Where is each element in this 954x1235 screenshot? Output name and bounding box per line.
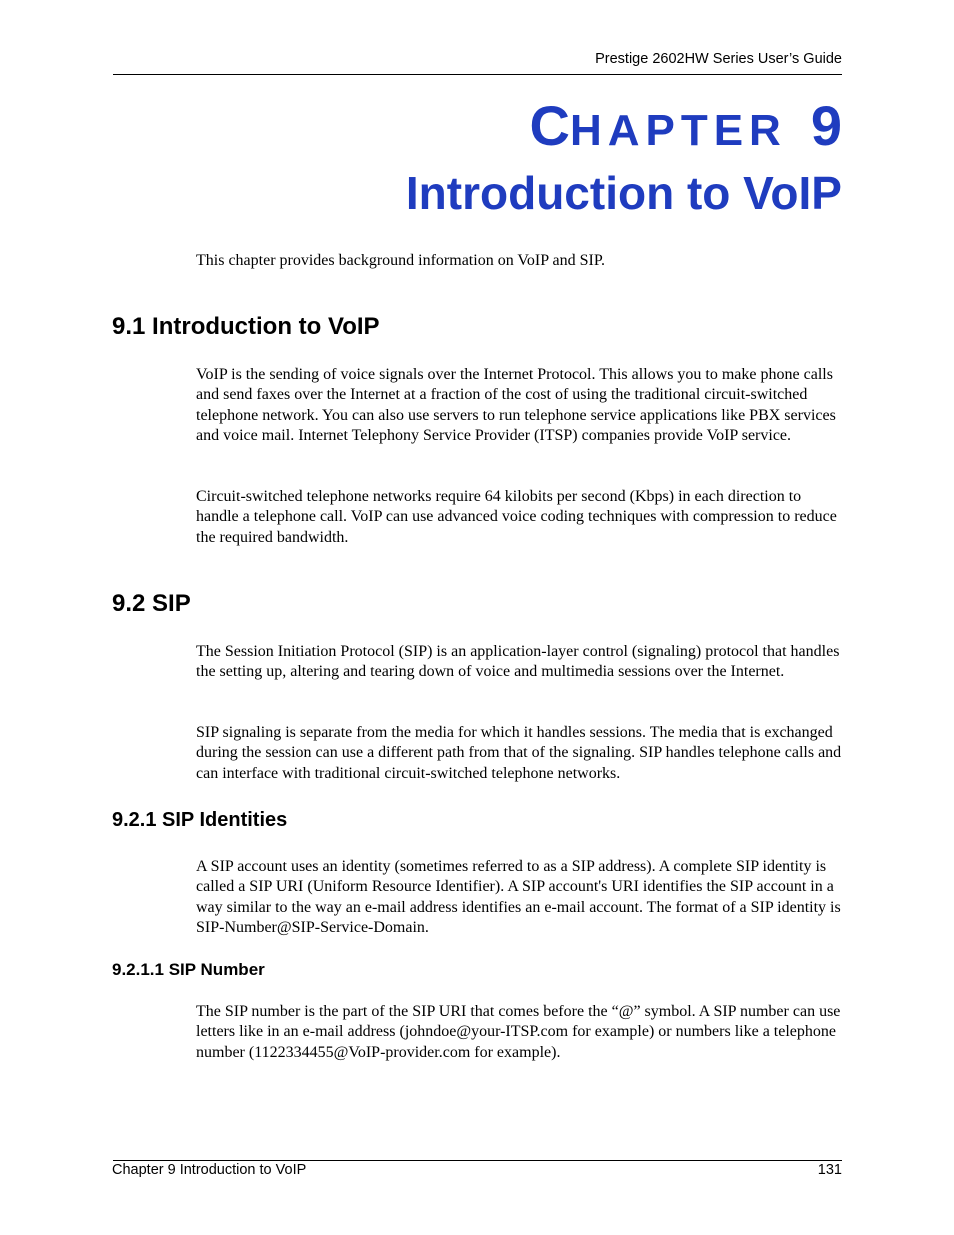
chapter-label-initial: C: [529, 94, 570, 157]
section-heading-9-1: 9.1 Introduction to VoIP: [112, 313, 380, 340]
page-number: 131: [817, 1162, 842, 1178]
section-heading-9-2-1-1: 9.2.1.1 SIP Number: [112, 960, 265, 979]
running-header: Prestige 2602HW Series User’s Guide: [595, 51, 842, 67]
chapter-label: [529, 94, 842, 157]
section-9-2-1-paragraph-1: A SIP account uses an identity (sometimes referred to as a SIP address). A complete SIP identity is called a SIP URI (Uniform Resource Identifier). A SIP account's URI identifies the SIP account in a way similar to the way an e-mail address identifies an e-mail account. The format of a SIP identity is SIP-Number@SIP-Service-Domain.: [196, 858, 841, 936]
chapter-number: 9: [810, 94, 842, 157]
section-9-2-paragraph-2: SIP signaling is separate from the media for which it handles sessions. The media that is exchanged during the session can use a different path from that of the signaling. SIP handles telephone calls and can interface with traditional circuit-switched telephone networks.: [196, 724, 842, 782]
chapter-intro: This chapter provides background information on VoIP and SIP.: [196, 252, 605, 269]
section-9-2-paragraph-1: The Session Initiation Protocol (SIP) is an application-layer control (signaling) protocol that handles the setting up, altering and tearing down of voice and multimedia sessions over the Internet.: [196, 643, 840, 681]
chapter-label-rest: HAPTER: [569, 106, 787, 155]
section-9-1-paragraph-2: Circuit-switched telephone networks require 64 kilobits per second (Kbps) in each direction to handle a telephone call. VoIP can use advanced voice coding techniques with compression to reduce the required bandwidth.: [196, 488, 837, 546]
footer-chapter-ref: Chapter 9 Introduction to VoIP: [112, 1162, 307, 1178]
chapter-title: Introduction to VoIP: [405, 167, 842, 219]
section-9-1-paragraph-1: VoIP is the sending of voice signals over the Internet Protocol. This allows you to make phone calls and send faxes over the Internet at a fraction of the cost of using the traditional circuit-switched telephone network. You can also use servers to run telephone service applications like PBX services and voice mail. Internet Telephony Service Provider (ITSP) companies provide VoIP service.: [196, 366, 836, 444]
section-9-2-1-1-paragraph-1: The SIP number is the part of the SIP URI that comes before the “@” symbol. A SIP number can use letters like in an e-mail address (johndoe@your-ITSP.com for example) or numbers like a telephone number (1122334455@VoIP-provider.com for example).: [196, 1003, 841, 1061]
header-rule: [113, 74, 842, 75]
section-heading-9-2: 9.2 SIP: [112, 590, 191, 617]
section-heading-9-2-1: 9.2.1 SIP Identities: [112, 809, 288, 831]
footer-rule: [113, 1160, 842, 1161]
